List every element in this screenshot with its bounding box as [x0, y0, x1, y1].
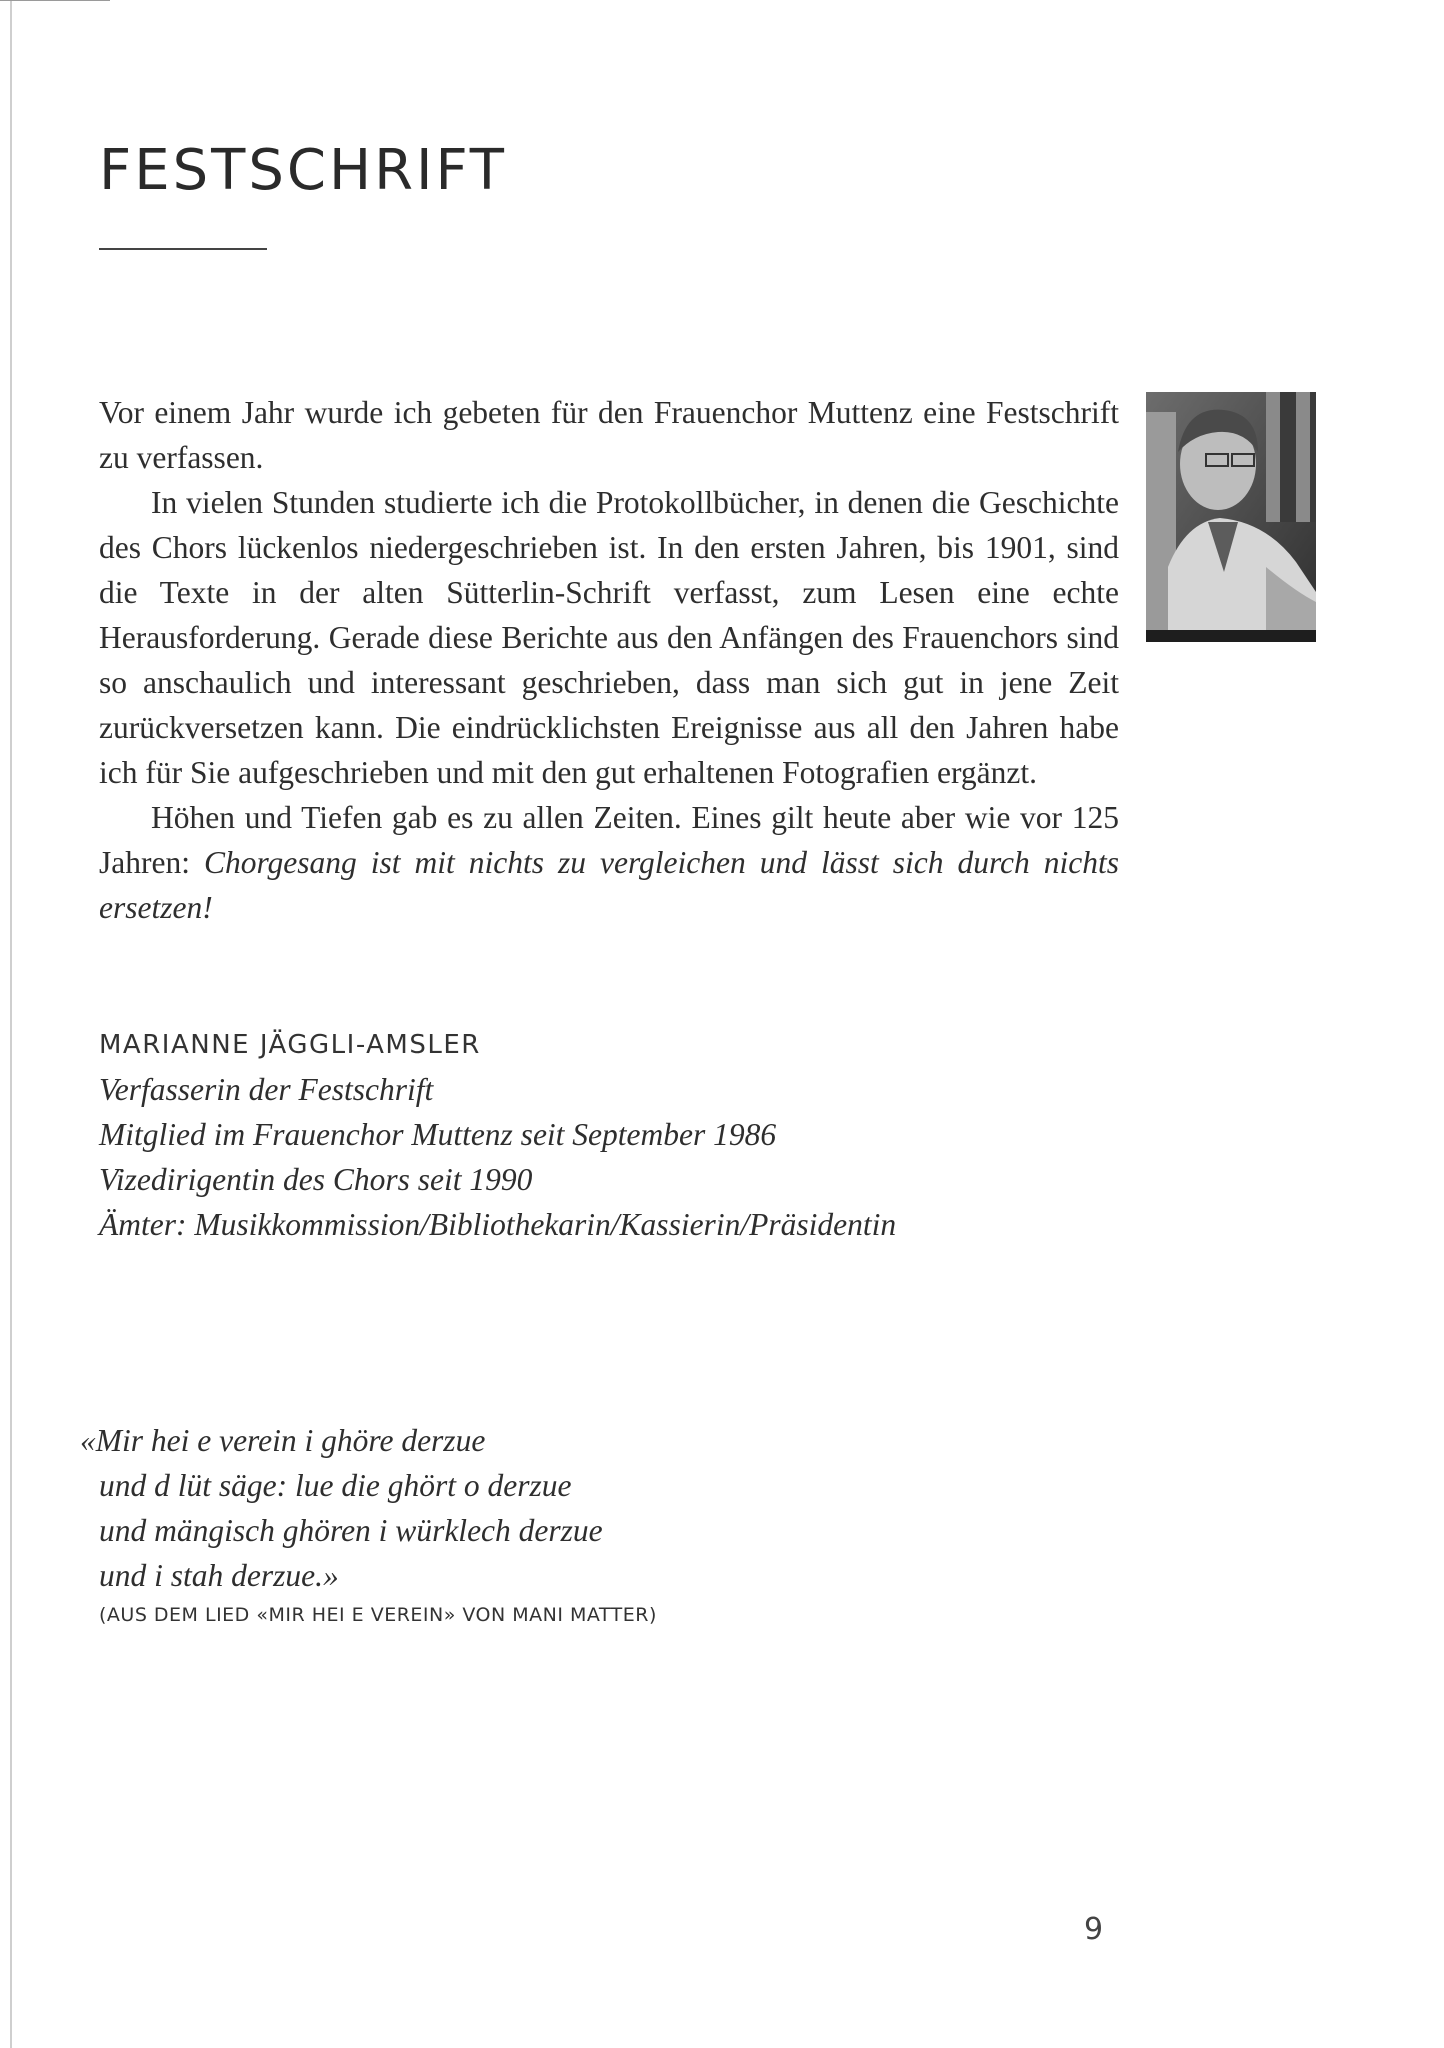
- quote-line: «Mir hei e verein i ghöre derzue: [80, 1423, 486, 1458]
- paragraph-closing-emphasis: Chorgesang ist mit nichts zu vergleichen und lässt sich durch nichts ersetzen!: [99, 845, 1119, 925]
- quote-line: und mängisch ghören i würklech derzue: [99, 1513, 603, 1548]
- paragraph-closing: [99, 795, 1119, 930]
- page-title: FESTSCHRIFT: [99, 138, 507, 203]
- author-vice-director: Vizedirigentin des Chors seit 1990: [99, 1162, 533, 1197]
- body-text: [99, 390, 1119, 930]
- quote-line: und d lüt säge: lue die ghört o derzue: [99, 1468, 572, 1503]
- song-quote: [80, 1418, 1080, 1626]
- quote-source: (AUS DEM LIED «MIR HEI E VEREIN» VON MANI MATTER): [99, 1604, 657, 1626]
- page-edge: [10, 0, 12, 2048]
- title-underline: [99, 248, 267, 250]
- paragraph-research: In vielen Stunden studierte ich die Protokollbücher, in denen die Geschichte des Chors lückenlos niedergeschrieben ist. In den ersten Jahren, bis 1901, sind die Texte in der alten Sütterlin-Schrift verfasst, zum Lesen eine echte Herausforderung. Gerade diese Berichte aus den Anfängen des Frauenchors sind so anschaulich und interessant geschrieben, dass man sich gut in jene Zeit zurückversetzen kann. Die eindrücklichsten Ereignisse aus all den Jahren habe ich für Sie aufgeschrieben und mit den gut erhaltenen Fotografien ergänzt.: [99, 485, 1119, 790]
- author-offices: Ämter: Musikkommission/Bibliothekarin/Kassierin/Präsidentin: [99, 1207, 897, 1242]
- author-role: Verfasserin der Festschrift: [99, 1072, 434, 1107]
- author-membership: Mitglied im Frauenchor Muttenz seit September 1986: [99, 1117, 777, 1152]
- paragraph-closing-text: Höhen und Tiefen gab es zu allen Zeiten. Eines gilt heute aber wie vor 125 Jahren:: [99, 800, 1119, 880]
- author-name: MARIANNE JÄGGLI-AMSLER: [99, 1030, 481, 1060]
- page-edge-top: [0, 0, 110, 1]
- page-number: 9: [1084, 1912, 1104, 1947]
- author-photo: [1146, 392, 1316, 642]
- author-signature: [99, 1023, 1099, 1247]
- paragraph-intro: Vor einem Jahr wurde ich gebeten für den Frauenchor Muttenz eine Festschrift zu verfassen.: [99, 395, 1119, 475]
- quote-line: und i stah derzue.»: [99, 1558, 339, 1593]
